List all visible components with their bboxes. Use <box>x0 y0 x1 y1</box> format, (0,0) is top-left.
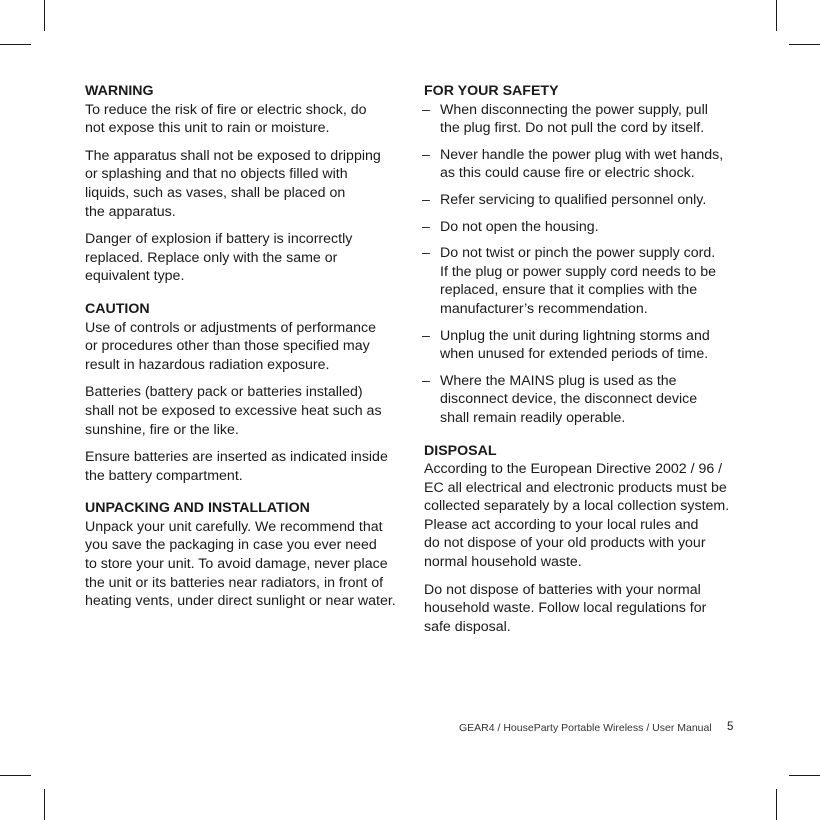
warning-paragraph: The apparatus shall not be exposed to dripping or splashing and that no objects filled with liquids, such as vases, shall be placed on the apparatus. <box>85 147 381 220</box>
dash-bullet: – <box>422 327 430 344</box>
warning-section <box>85 82 405 286</box>
list-item-text: Never handle the power plug with wet hands, as this could cause fire or electric shock. <box>440 146 724 182</box>
caution-paragraph: Ensure batteries are inserted as indicated inside the battery compartment. <box>85 449 388 484</box>
dash-bullet: – <box>422 218 430 235</box>
list-item <box>424 218 746 237</box>
list-item-text: Do not twist or pinch the power supply cord. If the plug or power supply cord needs to be replaced, ensure that it complies with the manufacturer’s recommendation. <box>440 245 717 317</box>
disposal-heading: DISPOSAL <box>424 442 497 459</box>
dash-bullet: – <box>422 146 430 163</box>
disposal-paragraph: According to the European Directive 2002 / 96 / EC all electrical and electronic products must be collected separately by a local collection system. Please act according to your local rules and do not dispose of your old products with your normal household waste. <box>424 461 730 571</box>
disposal-section <box>424 442 746 637</box>
dash-bullet: – <box>422 245 430 262</box>
caution-paragraph: Batteries (battery pack or batteries installed) shall not be exposed to excessive heat such as sunshine, fire or the like. <box>85 384 382 438</box>
list-item <box>424 327 746 364</box>
list-item <box>424 244 746 318</box>
crop-mark <box>0 44 31 45</box>
list-item-text: When disconnecting the power supply, pull the plug first. Do not pull the cord by itself. <box>440 101 708 137</box>
caution-heading: CAUTION <box>85 300 150 317</box>
safety-section <box>424 82 746 428</box>
list-item-text: Refer servicing to qualified personnel only. <box>440 191 707 208</box>
warning-heading: WARNING <box>85 83 154 99</box>
list-item-text: Do not open the housing. <box>440 218 599 235</box>
crop-mark <box>44 0 45 31</box>
safety-list <box>424 101 746 428</box>
crop-mark <box>44 789 45 820</box>
crop-mark <box>776 0 777 31</box>
caution-section <box>85 300 405 485</box>
right-column <box>424 82 746 645</box>
dash-bullet: – <box>422 191 430 208</box>
crop-mark <box>0 775 31 776</box>
crop-mark <box>789 44 820 45</box>
list-item <box>424 101 746 138</box>
list-item <box>424 372 746 428</box>
footer-title: GEAR4 / HouseParty Portable Wireless / User Manual <box>459 722 712 734</box>
warning-paragraph: To reduce the risk of fire or electric shock, do not expose this unit to rain or moisture. <box>85 101 367 137</box>
list-item-text: Where the MAINS plug is used as the disconnect device, the disconnect device shall remain readily operable. <box>440 372 698 426</box>
caution-paragraph: Use of controls or adjustments of performance or procedures other than those specified may result in hazardous radiation exposure. <box>85 319 376 373</box>
left-column <box>85 82 405 620</box>
dash-bullet: – <box>422 372 430 389</box>
disposal-paragraph: Do not dispose of batteries with your normal household waste. Follow local regulations for safe disposal. <box>424 581 707 635</box>
crop-mark <box>789 775 820 776</box>
page-number: 5 <box>727 721 734 733</box>
list-item <box>424 191 746 210</box>
unpacking-paragraph: Unpack your unit carefully. We recommend that you save the packaging in case you ever need to store your unit. To avoid damage, never place the unit or its batteries near radiators, in front of heating vents, under direct sunlight or near water. <box>85 518 396 610</box>
list-item <box>424 146 746 183</box>
safety-heading: FOR YOUR SAFETY <box>424 83 559 99</box>
unpacking-heading: UNPACKING AND INSTALLATION <box>85 500 310 517</box>
dash-bullet: – <box>422 101 430 118</box>
crop-mark <box>776 789 777 820</box>
unpacking-section <box>85 499 405 611</box>
warning-paragraph: Danger of explosion if battery is incorrectly replaced. Replace only with the same or equivalent type. <box>85 231 353 285</box>
list-item-text: Unplug the unit during lightning storms and when unused for extended periods of time. <box>440 327 710 363</box>
